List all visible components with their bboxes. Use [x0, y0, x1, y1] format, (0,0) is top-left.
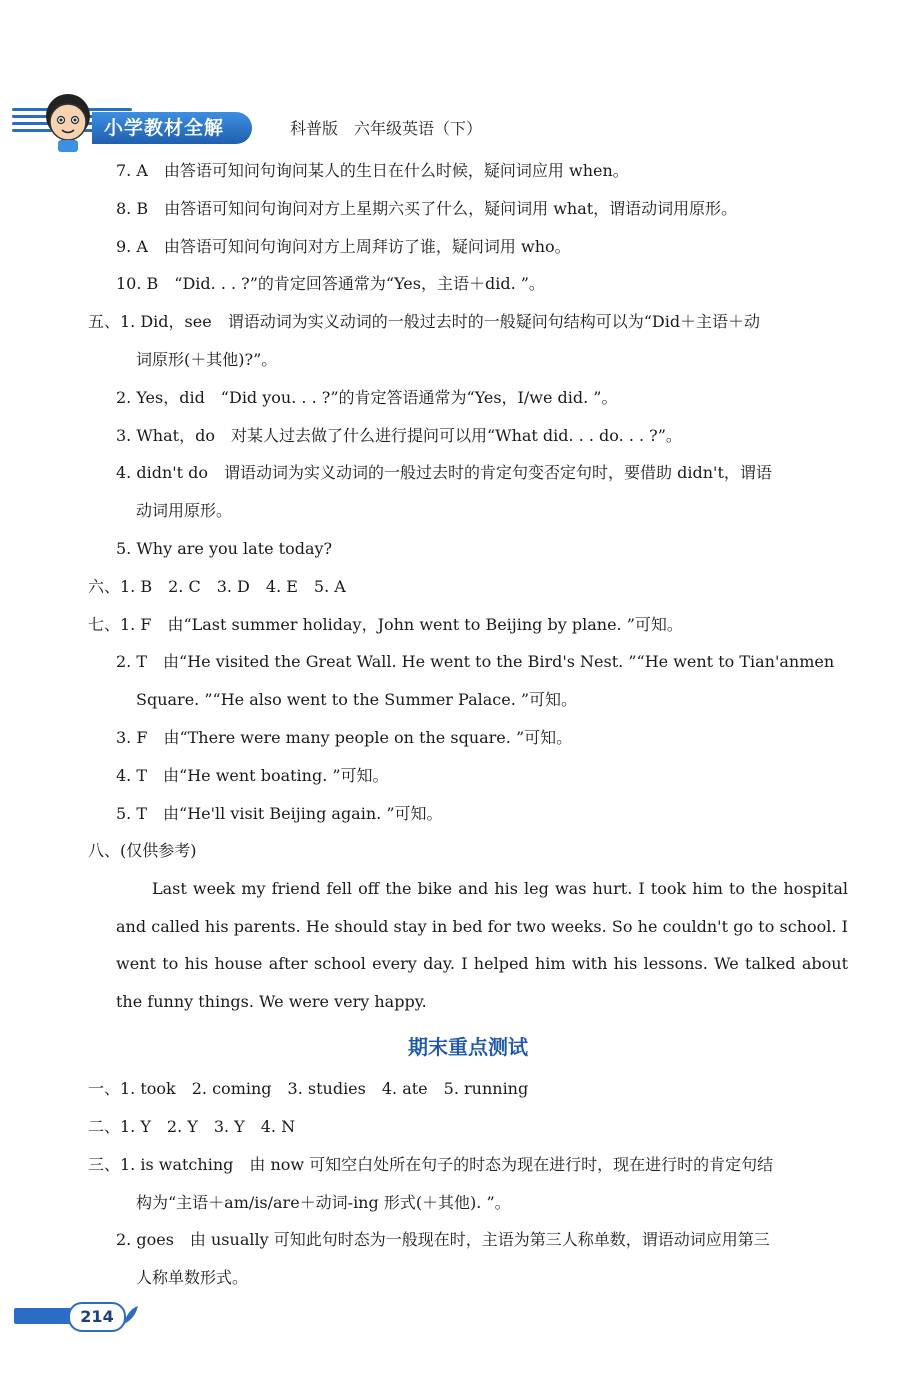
answer-line: 2. T 由“He visited the Great Wall. He went to the Bird's Nest. ”“He went to Tian'anmen: [116, 652, 835, 672]
answer-lines-final-test: [88, 1070, 848, 1297]
answer-line: 2. Yes，did “Did you. . . ?”的肯定答语通常为“Yes，I/we did. ”。: [116, 387, 618, 407]
answer-line: 一、1. took 2. coming 3. studies 4. ate 5. running: [88, 1079, 529, 1099]
answer-line: 五、1. Did，see 谓语动词为实义动词的一般过去时的一般疑问句结构可以为“Did＋主语＋动: [88, 312, 761, 332]
answer-line: 三、1. is watching 由 now 可知空白处所在句子的时态为现在进行时，现在进行时的肯定句结: [88, 1154, 774, 1174]
answer-line: 4. T 由“He went boating. ”可知。: [116, 765, 389, 785]
answer-line: 10. B “Did. . . ?”的肯定回答通常为“Yes，主语＋did. ”。: [116, 274, 545, 294]
section-title: 期末重点测试: [408, 1035, 528, 1060]
answer-line: 词原形(＋其他)?”。: [136, 349, 278, 369]
answer-line: Square. ”“He also went to the Summer Palace. ”可知。: [136, 690, 578, 710]
answer-line: 动词用原形。: [136, 501, 233, 521]
answer-line: 二、1. Y 2. Y 3. Y 4. N: [88, 1116, 296, 1136]
answer-line: 人称单数形式。: [136, 1268, 249, 1288]
answer-line: 7. A 由答语可知问句询问某人的生日在什么时候，疑问词应用 when。: [116, 161, 629, 180]
answer-line: 4. didn't do 谓语动词为实义动词的一般过去时的肯定句变否定句时，要借助 didn't，谓语: [116, 463, 772, 483]
answer-line: 3. What，do 对某人过去做了什么进行提问可以用“What did. . . do. . . ?”。: [116, 425, 682, 445]
answer-line: 2. goes 由 usually 可知此句时态为一般现在时，主语为第三人称单数，谓语动词应用第三: [116, 1230, 770, 1250]
answer-lines: [88, 152, 848, 870]
answer-content: [88, 152, 848, 1297]
answer-line: 5. Why are you late today?: [116, 538, 333, 558]
page-header: [0, 0, 900, 150]
answer-line: 构为“主语＋am/is/are＋动词-ing 形式(＋其他). ”。: [136, 1192, 511, 1212]
sample-essay: Last week my friend fell off the bike and his leg was hurt. I took him to the hospital and called his parents. He should stay in bed for two weeks. So he couldn't go to school. I went to his house after school every day. I helped him with his lessons. We talked about the funny things. We were very happy.: [116, 879, 848, 1011]
book-brand-banner: 小学教材全解: [92, 112, 252, 144]
answer-line: 3. F 由“There were many people on the square. ”可知。: [116, 727, 573, 747]
page-number: 214: [68, 1302, 126, 1332]
page-number-bar: [14, 1308, 76, 1324]
book-edition: 科普版 六年级英语（下）: [290, 119, 483, 138]
page-number-badge: [14, 1300, 134, 1330]
answer-line: 8. B 由答语可知问句询问对方上星期六买了什么，疑问词用 what，谓语动词用原形。: [116, 198, 738, 218]
answer-line: 9. A 由答语可知问句询问对方上周拜访了谁，疑问词用 who。: [116, 236, 571, 256]
answer-line: 八、(仅供参考): [88, 841, 197, 861]
answer-line: 六、1. B 2. C 3. D 4. E 5. A: [88, 576, 346, 596]
answer-line: 5. T 由“He'll visit Beijing again. ”可知。: [116, 803, 443, 823]
answer-line: 七、1. F 由“Last summer holiday，John went to Beijing by plane. ”可知。: [88, 614, 683, 634]
leaf-icon: [122, 1304, 140, 1326]
boy-mascot-icon: [36, 86, 100, 152]
